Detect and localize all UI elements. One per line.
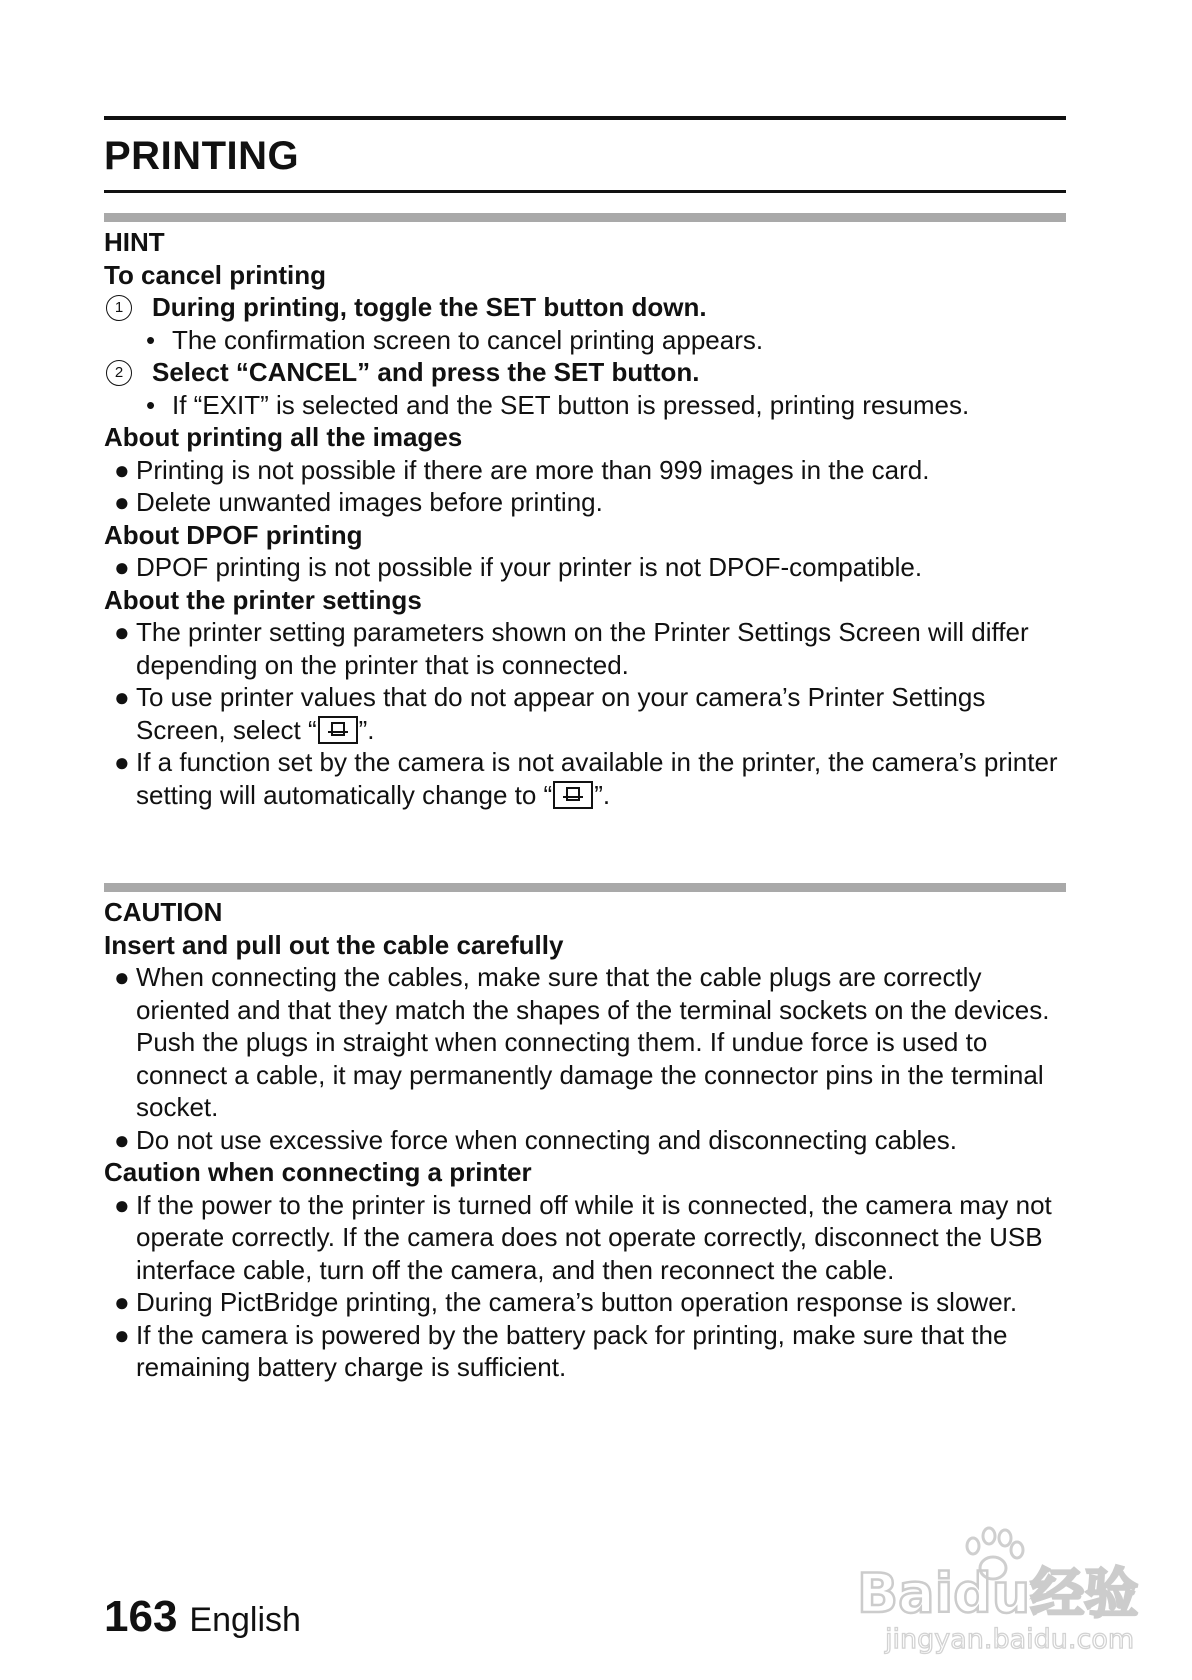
bullet-text: If the power to the printer is turned off while it is connected, the camera may not operate correctly. If the camera does not operate correctly, disconnect the USB interface cable, turn off the camera, and then reconnect the cable. xyxy=(136,1189,1052,1285)
title-rule xyxy=(104,190,1066,193)
bullet-text: Delete unwanted images before printing. xyxy=(136,487,603,517)
bullet-marker: ● xyxy=(114,1189,130,1220)
page-title: PRINTING xyxy=(104,134,300,178)
bullet-marker: ● xyxy=(114,487,130,517)
step-2 xyxy=(104,356,1066,389)
list-item xyxy=(104,1286,1066,1319)
bullet-text: Printing is not possible if there are more than 999 images in the card. xyxy=(136,454,930,485)
printer-caution-heading: Caution when connecting a printer xyxy=(104,1157,532,1187)
step-2-note-text: If “EXIT” is selected and the SET button is pressed, printing resumes. xyxy=(172,389,970,420)
caution-label: CAUTION xyxy=(104,897,223,927)
list-item xyxy=(104,1189,1066,1287)
paw-toe xyxy=(967,1538,979,1554)
bullet-marker: ● xyxy=(114,1319,130,1350)
paw-toe xyxy=(1011,1542,1023,1558)
baidu-watermark-logo xyxy=(855,1520,1140,1660)
top-rule xyxy=(104,116,1066,120)
cable-heading: Insert and pull out the cable carefully xyxy=(104,929,564,960)
bullet-text-before: If a function set by the camera is not available in the printer, the camera’s printer setting will automatically change to “ xyxy=(136,747,1058,810)
caution-bar xyxy=(104,883,1066,892)
bullet-text-before: To use printer values that do not appear on your camera’s Printer Settings Screen, select “ xyxy=(136,682,986,745)
step-1-note xyxy=(104,324,1066,357)
page-number: 163 xyxy=(104,1592,178,1641)
list-item xyxy=(104,1124,1066,1157)
bullet-text: DPOF printing is not possible if your printer is not DPOF-compatible. xyxy=(136,552,923,582)
printer-settings-heading: About the printer settings xyxy=(104,584,422,615)
hint-bar xyxy=(104,213,1066,222)
list-item xyxy=(104,616,1066,681)
bullet-text: The printer setting parameters shown on the Printer Settings Screen will differ depending on the printer that is connected. xyxy=(136,617,1029,680)
bullet-text: When connecting the cables, make sure that the cable plugs are correctly oriented and that they match the shapes of the terminal sockets on the devices. Push the plugs in straight when connecting them. If undue force is used to connect a cable, it may permanently damage the connector pins in the terminal socket. xyxy=(136,962,1050,1122)
printer-icon xyxy=(553,781,593,809)
dot-marker: • xyxy=(146,389,156,420)
hint-label: HINT xyxy=(104,227,165,257)
bullet-marker: ● xyxy=(114,682,130,712)
dot-marker: • xyxy=(146,324,156,355)
page-footer xyxy=(104,1592,301,1642)
bullet-marker: ● xyxy=(114,552,130,582)
list-item xyxy=(104,1319,1066,1384)
all-images-heading: About printing all the images xyxy=(104,422,463,452)
list-item xyxy=(104,961,1066,1124)
step-1-text: During printing, toggle the SET button down. xyxy=(152,292,707,322)
paw-toe xyxy=(983,1528,995,1544)
bullet-marker: ● xyxy=(114,1287,130,1317)
step-1 xyxy=(104,291,1066,324)
step-number-2: 2 xyxy=(106,360,132,386)
printer-icon xyxy=(318,716,358,744)
step-number-1: 1 xyxy=(106,295,132,321)
list-item xyxy=(104,551,1066,584)
bullet-text-after: ”. xyxy=(594,779,611,810)
watermark-brand: Baidu经验 xyxy=(857,1562,1139,1625)
step-1-note-text: The confirmation screen to cancel printing appears. xyxy=(172,324,764,355)
bullet-text xyxy=(136,746,1066,811)
list-item xyxy=(104,746,1066,811)
caution-section xyxy=(104,896,1066,1384)
list-item xyxy=(104,486,1066,519)
bullet-text xyxy=(136,681,1066,746)
bullet-marker: ● xyxy=(114,617,130,647)
page-language: English xyxy=(189,1601,301,1639)
watermark-url: jingyan.baidu.com xyxy=(885,1624,1135,1655)
list-item xyxy=(104,681,1066,746)
hint-section xyxy=(104,226,1066,811)
bullet-marker: ● xyxy=(114,747,130,777)
bullet-text-after: ”. xyxy=(358,714,375,745)
paw-toe xyxy=(999,1530,1011,1546)
bullet-marker: ● xyxy=(114,454,130,485)
cancel-printing-heading: To cancel printing xyxy=(104,259,326,290)
bullet-text: Do not use excessive force when connecting and disconnecting cables. xyxy=(136,1124,957,1155)
bullet-text: If the camera is powered by the battery pack for printing, make sure that the remaining battery charge is sufficient. xyxy=(136,1319,1008,1382)
bullet-text: During PictBridge printing, the camera’s button operation response is slower. xyxy=(136,1287,1018,1317)
dpof-heading: About DPOF printing xyxy=(104,519,363,550)
step-2-text: Select “CANCEL” and press the SET button. xyxy=(152,357,700,387)
bullet-marker: ● xyxy=(114,962,130,992)
list-item xyxy=(104,454,1066,487)
bullet-marker: ● xyxy=(114,1124,130,1155)
page-content xyxy=(104,116,1066,1384)
step-2-note xyxy=(104,389,1066,422)
